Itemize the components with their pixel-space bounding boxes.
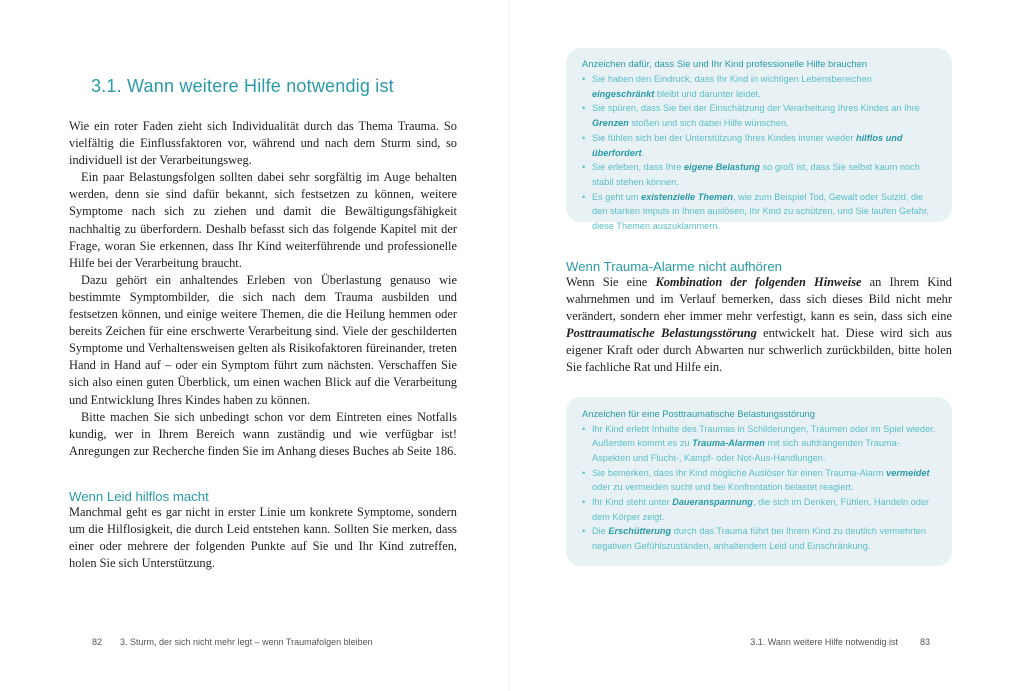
- page-number-left: 82: [92, 637, 103, 647]
- list-item: • Sie erleben, dass Ihre eigene Belastung so groß ist, dass Sie selbst kaum noch stabil stehen können.: [582, 160, 936, 189]
- infobox-list: [582, 422, 936, 554]
- footer-right: [750, 637, 930, 647]
- page-gutter: [509, 0, 510, 691]
- paragraph: Bitte machen Sie sich unbedingt schon vor dem Eintreten eines Notfalls kundig, wer in Ihrem Bereich wann zuständig und wie verfügbar ist! Anregungen zur Recherche finden Sie im Anhang dieses Buches ab Seite 186.: [69, 409, 457, 458]
- list-item: • Sie spüren, dass Sie bei der Einschätzung der Verarbeitung Ihres Kindes an Ihre Grenzen stoßen und sich dabei Hilfe wünschen.: [582, 101, 936, 130]
- trauma-text: [566, 274, 952, 377]
- infobox-list: [582, 72, 936, 234]
- right-page: [566, 48, 952, 566]
- subheading-leid: Wenn Leid hilflos macht: [69, 488, 209, 504]
- leid-text: [69, 504, 457, 572]
- paragraph: Wenn Sie eine Kombination der folgenden Hinweise an Ihrem Kind wahrnehmen und im Verlauf bemerken, dass sich dieses Bild nicht mehr verändert, sondern eher immer mehr verfestigt, kann es sein, dass sich eine Posttraumatische Belastungsstörung entwickelt hat. Diese wird sich aus eigener Kraft oder durch Abwarten nur schwerlich zurückbilden, bitte holen Sie fachliche Rat und Hilfe ein.: [566, 275, 952, 375]
- list-item: • Ihr Kind erlebt Inhalte des Traumas in Schilderungen, Träumen oder im Spiel wieder. Außerdem kommt es zu Trauma-Alarmen mit sich aufdrängenden Trauma-Aspekten und Flucht-, Kampf- oder Not-Aus-Handlungen.: [582, 422, 936, 466]
- running-head-left: 3. Sturm, der sich nicht mehr legt – wenn Traumafolgen bleiben: [120, 637, 373, 647]
- list-item: • Es geht um existenzielle Themen, wie zum Beispiel Tod, Gewalt oder Suizid, die den starken Impuls in Ihnen auslösen, Ihr Kind zu schützen, und Sie laufen Gefahr, diese Themen auszuklammern.: [582, 190, 936, 234]
- paragraph: Ein paar Belastungsfolgen sollten dabei sehr sorgfältig im Auge behalten werden, denn sie sind dafür bekannt, sich festsetzen zu können, weitere Symptome nach sich zu ziehen und damit die Bewältigungsfähigkeit nachhaltig zu überfordern. Deshalb befasst sich das folgende Kapitel mit der Frage, woran Sie erkennen, dass Ihr Kind weiterführende und professionelle Hilfe bei der Verarbeitung braucht.: [69, 170, 457, 270]
- footer-left: [92, 637, 373, 647]
- infobox-title: Anzeichen dafür, dass Sie und Ihr Kind professionelle Hilfe brauchen: [582, 58, 868, 69]
- paragraph: Dazu gehört ein anhaltendes Erleben von Überlastung genauso wie bestimmte Symptombilder, die sich nach dem Trauma ausbilden und festsetzen können, und einige weitere Themen, die die Heilung hemmen oder bereits Zeichen für eine erschwerte Verarbeitung sind. Viele der geschilderten Symptome und Verhaltensweisen gelten als Risikofaktoren füreinander, treten Hand in Hand auf – oder ein Symptom führt zum nächsten. Verschaffen Sie sich also einen guten Überblick, um einen wachen Blick auf die Verarbeitung und Entwicklung Ihres Kindes haben zu können.: [69, 272, 457, 407]
- chapter-title: 3.1. Wann weitere Hilfe notwendig ist: [91, 76, 394, 96]
- page-number-right: 83: [919, 637, 930, 647]
- list-item: • Sie fühlen sich bei der Unterstützung Ihres Kindes immer wieder hilflos und überfordert.: [582, 131, 936, 160]
- list-item: • Ihr Kind steht unter Daueranspannung, die sich im Denken, Fühlen, Handeln oder dem Körper zeigt.: [582, 495, 936, 524]
- infobox-ptbs: [566, 397, 952, 566]
- left-page: [69, 76, 457, 572]
- list-item: • Sie haben den Eindruck, dass Ihr Kind in wichtigen Lebensbereichen eingeschränkt bleibt und darunter leidet.: [582, 72, 936, 101]
- list-item: • Sie bemerken, dass Ihr Kind mögliche Auslöser für einen Trauma-Alarm vermeidet oder zu vermeiden sucht und bei Konfrontation belastet reagiert.: [582, 466, 936, 495]
- infobox-professional-help: [566, 48, 952, 232]
- paragraph: Manchmal geht es gar nicht in erster Linie um konkrete Symptome, sondern um die Hilflosigkeit, die durch Leid entstehen kann. Sollten Sie merken, dass einer oder mehrere der folgenden Punkte auf Sie und Ihr Kind zutreffen, holen Sie sich Unterstützung.: [69, 504, 457, 571]
- list-item: • Die Erschütterung durch das Trauma führt bei Ihrem Kind zu deutlich vermehrten negativen Gefühlszuständen, anhaltendem Leid und Einschränkung.: [582, 524, 936, 553]
- subheading-trauma-alarme: Wenn Trauma-Alarme nicht aufhören: [566, 259, 782, 274]
- intro-text: [69, 118, 457, 460]
- infobox-title: Anzeichen für eine Posttraumatische Belastungsstörung: [582, 407, 815, 419]
- running-head-right: 3.1. Wann weitere Hilfe notwendig ist: [750, 637, 898, 647]
- paragraph: Wie ein roter Faden zieht sich Individualität durch das Thema Trauma. So vielfältig die Einflussfaktoren vor, während und nach dem Sturm sind, so individuell ist der Verarbeitungsweg.: [69, 119, 457, 168]
